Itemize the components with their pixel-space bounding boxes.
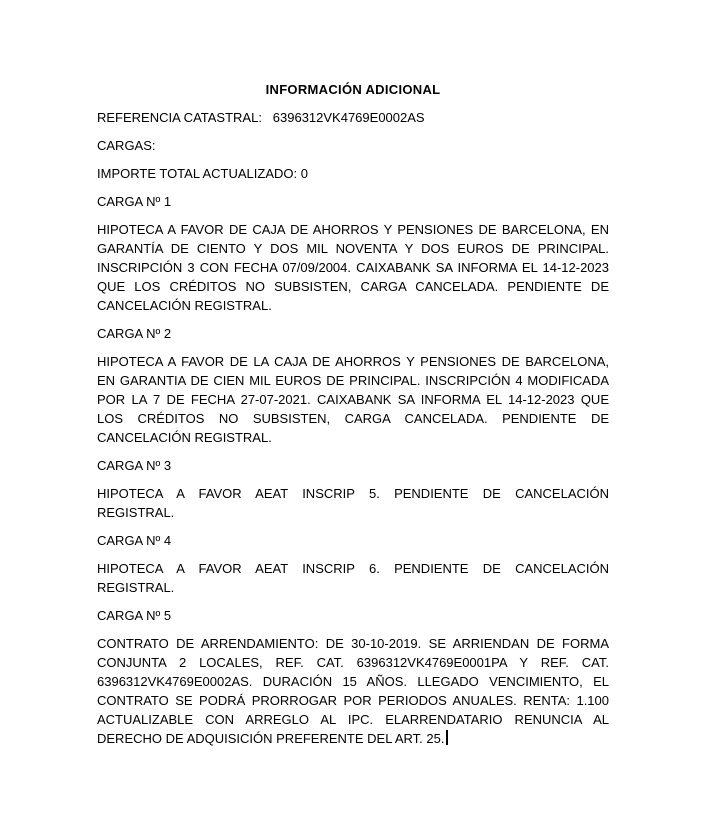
carga-3-paragraph (97, 484, 609, 522)
carga-2-heading: CARGA Nº 2 (97, 326, 172, 341)
carga-4-paragraph-line-1: HIPOTECA A FAVOR AEAT INSCRIP 6. PENDIENTE DE CANCELACIÓN (97, 561, 609, 576)
carga-5-paragraph-line-2: CONJUNTA 2 LOCALES, REF. CAT. 6396312VK4769E0001PA Y REF. CAT. (97, 655, 609, 670)
carga-1-paragraph-line-3: INSCRIPCIÓN 3 CON FECHA 07/09/2004. CAIXABANK SA INFORMA EL 14-12-2023 (97, 260, 609, 275)
carga-3-heading: CARGA Nº 3 (97, 458, 172, 473)
document-body (97, 108, 609, 748)
referencia-catastral-line: REFERENCIA CATASTRAL: 6396312VK4769E0002AS (97, 110, 425, 125)
carga-2-paragraph (97, 352, 609, 447)
carga-1-paragraph (97, 220, 609, 315)
document-title: INFORMACIÓN ADICIONAL (265, 82, 441, 97)
carga-5-heading: CARGA Nº 5 (97, 608, 172, 623)
carga-2-paragraph-line-3: POR LA 7 DE FECHA 27-07-2021. CAIXABANK SA INFORMA EL 14-12-2023 QUE (97, 392, 609, 407)
carga-4-paragraph-line-2: REGISTRAL. (97, 580, 175, 595)
carga-5-paragraph-line-4: CONTRATO SE PODRÁ PRORROGAR POR PERIODOS ANUALES. RENTA: 1.100 (97, 693, 609, 708)
carga-2-paragraph-line-1: HIPOTECA A FAVOR DE LA CAJA DE AHORROS Y PENSIONES DE BARCELONA, (97, 354, 609, 369)
carga-5-paragraph (97, 634, 609, 748)
carga-4-paragraph (97, 559, 609, 597)
carga-4-heading: CARGA Nº 4 (97, 533, 172, 548)
carga-3-paragraph-line-1: HIPOTECA A FAVOR AEAT INSCRIP 5. PENDIENTE DE CANCELACIÓN (97, 486, 609, 501)
carga-1-paragraph-line-4: QUE LOS CRÉDITOS NO SUBSISTEN, CARGA CANCELADA. PENDIENTE DE (97, 279, 609, 294)
carga-5-paragraph-line-1: CONTRATO DE ARRENDAMIENTO: DE 30-10-2019. SE ARRIENDAN DE FORMA (97, 636, 609, 651)
text-cursor (446, 730, 448, 745)
carga-1-paragraph-line-1: HIPOTECA A FAVOR DE CAJA DE AHORROS Y PENSIONES DE BARCELONA, EN (97, 222, 609, 237)
carga-5-paragraph-line-5: ACTUALIZABLE CON ARREGLO AL IPC. ELARRENDATARIO RENUNCIA AL (97, 712, 609, 727)
carga-1-paragraph-line-2: GARANTÍA DE CIENTO Y DOS MIL NOVENTA Y DOS EUROS DE PRINCIPAL. (97, 241, 609, 256)
carga-2-paragraph-line-4: LOS CRÉDITOS NO SUBSISTEN, CARGA CANCELADA. PENDIENTE DE (97, 411, 609, 426)
carga-5-paragraph-line-3: 6396312VK4769E0002AS. DURACIÓN 15 AÑOS. LLEGADO VENCIMIENTO, EL (97, 674, 609, 689)
importe-total-line: IMPORTE TOTAL ACTUALIZADO: 0 (97, 166, 308, 181)
carga-1-paragraph-line-5: CANCELACIÓN REGISTRAL. (97, 298, 272, 313)
carga-5-paragraph-line-6: DERECHO DE ADQUISICIÓN PREFERENTE DEL ART. 25. (97, 729, 609, 748)
carga-2-paragraph-line-2: EN GARANTIA DE CIEN MIL EUROS DE PRINCIPAL. INSCRIPCIÓN 4 MODIFICADA (97, 373, 609, 388)
cargas-label: CARGAS: (97, 138, 156, 153)
carga-3-paragraph-line-2: REGISTRAL. (97, 505, 175, 520)
carga-2-paragraph-line-5: CANCELACIÓN REGISTRAL. (97, 430, 272, 445)
carga-1-heading: CARGA Nº 1 (97, 194, 172, 209)
